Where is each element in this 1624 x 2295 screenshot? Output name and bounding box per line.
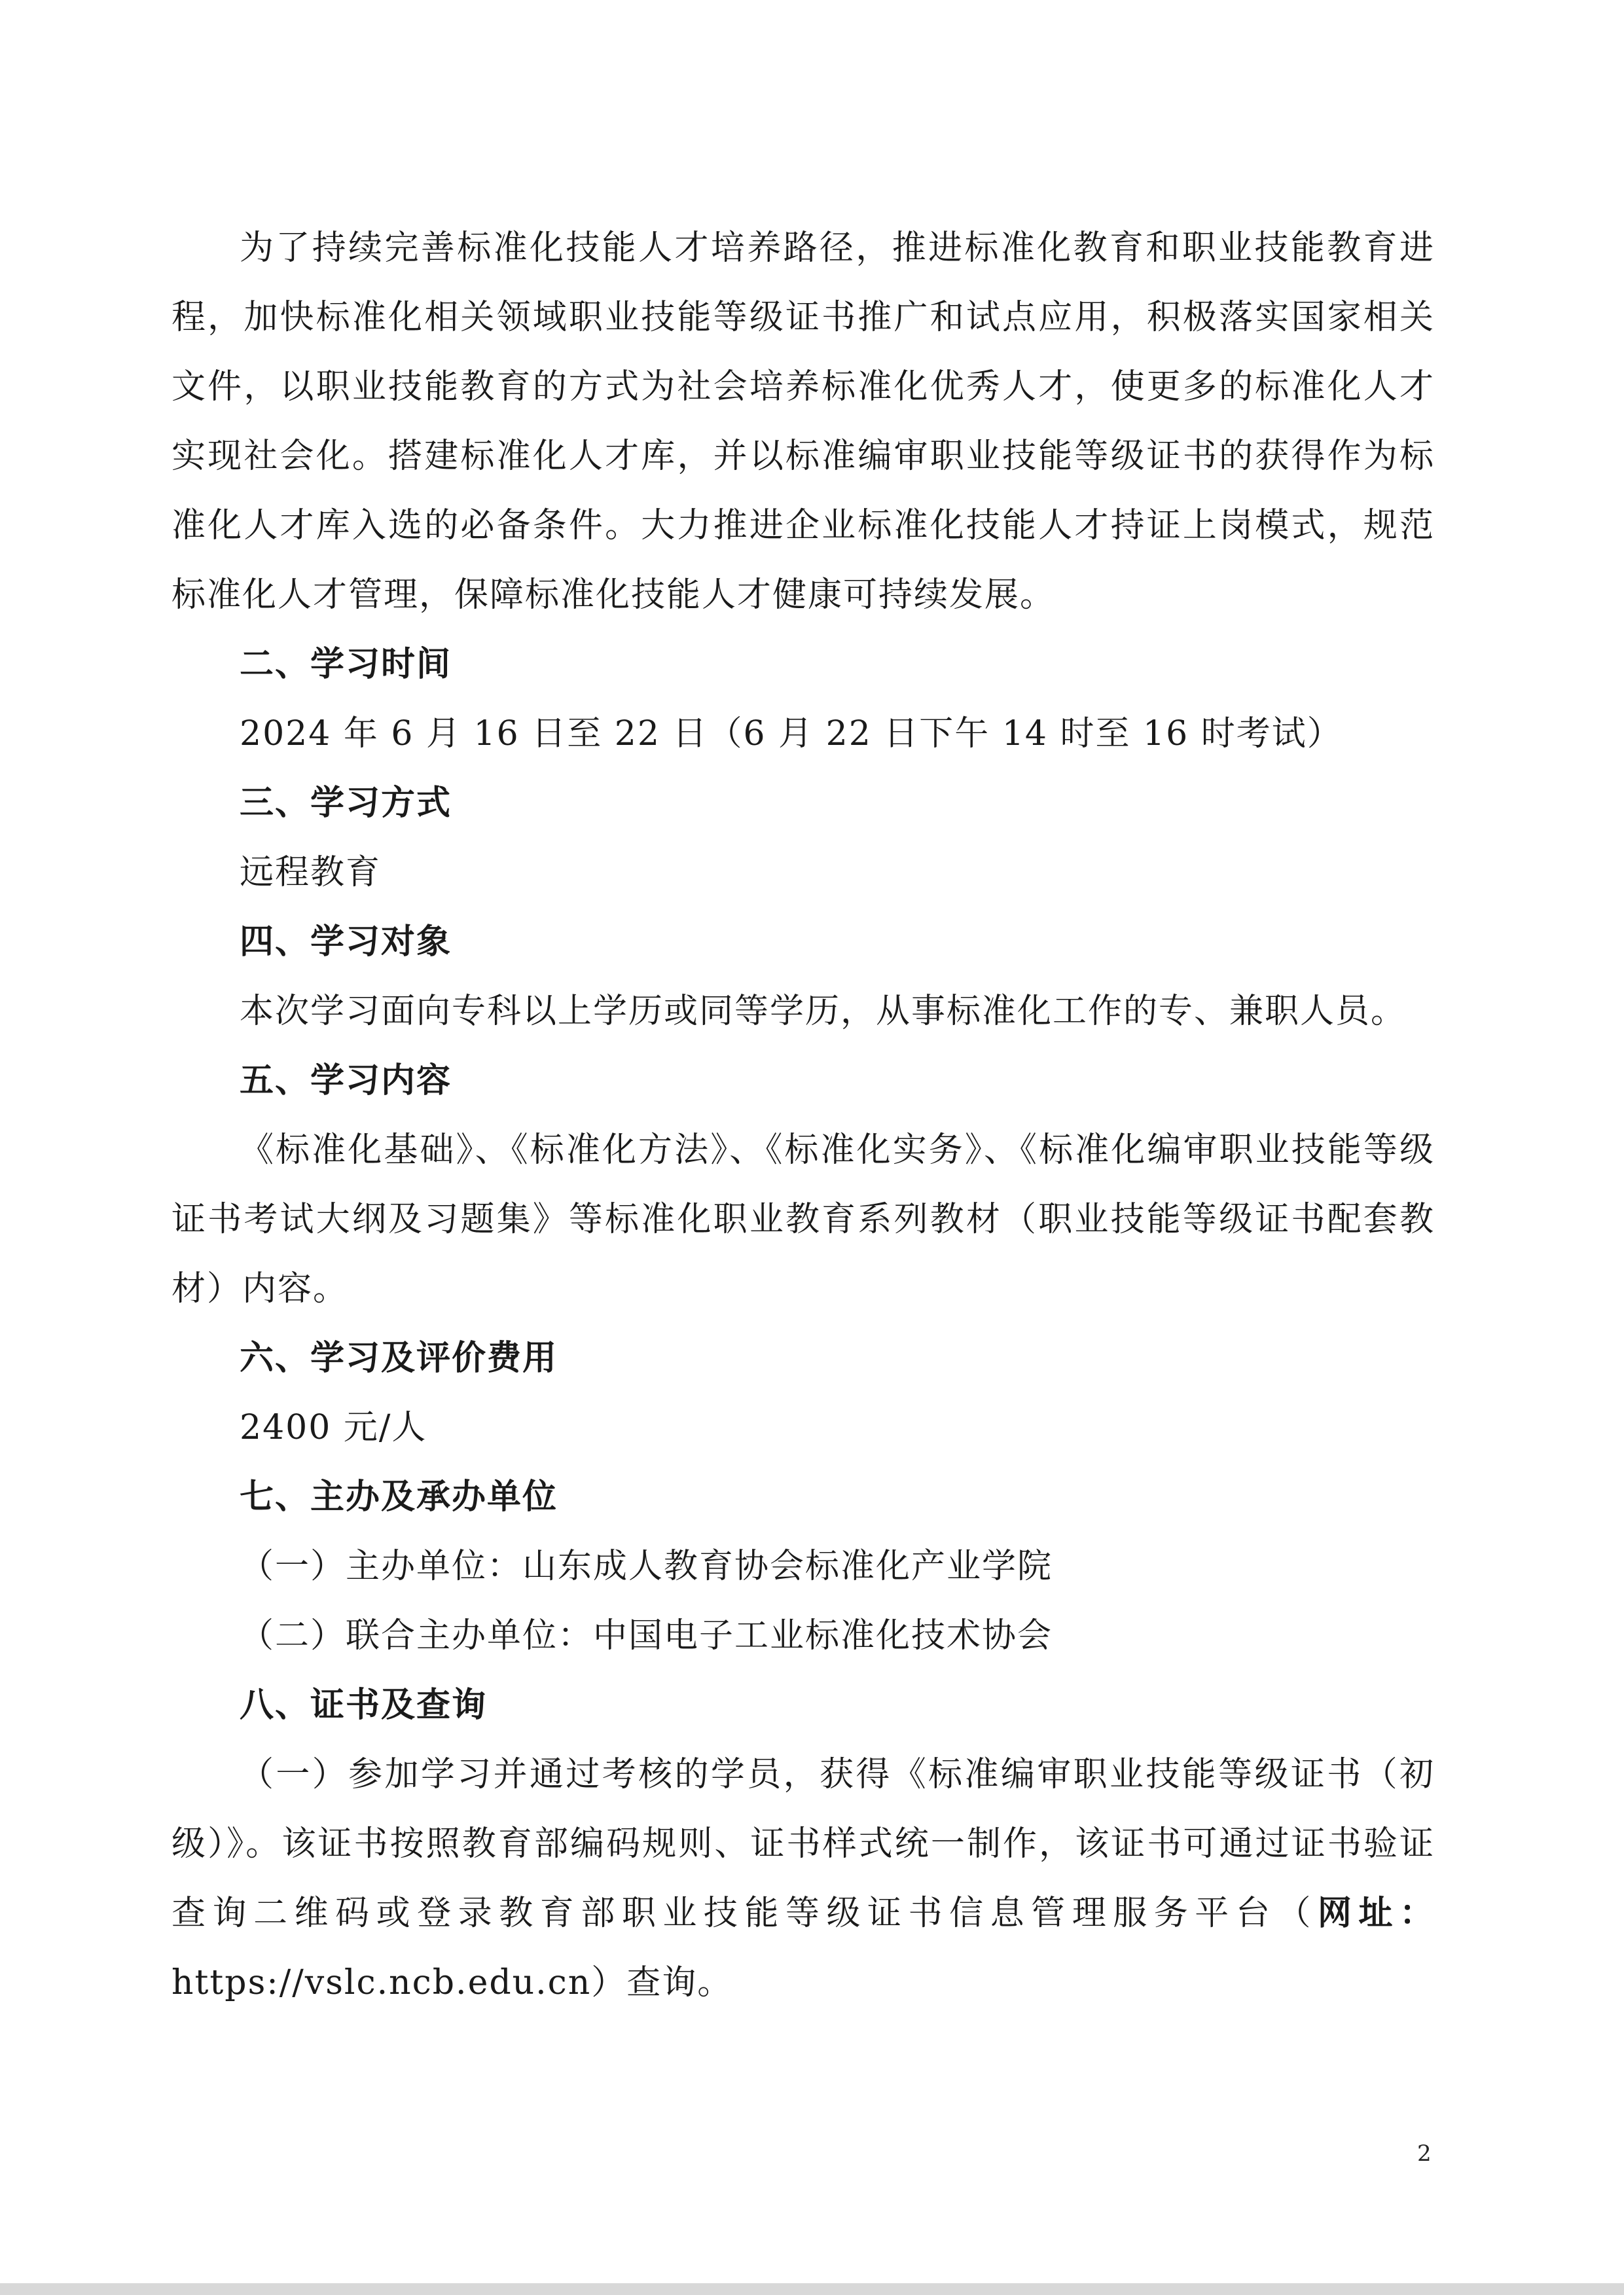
section-heading-organizers: 七、主办及承办单位	[240, 1477, 558, 1517]
section-heading-content: 五、学习内容	[240, 1061, 452, 1100]
section-body-time: 2024 年 6 月 16 日至 22 日（6 月 22 日下午 14 时至 16 时考试）	[240, 714, 1343, 753]
section-heading-fee: 六、学习及评价费用	[240, 1339, 558, 1378]
intro-paragraph: 为了持续完善标准化技能人才培养路径，推进标准化教育和职业技能教育进程，加快标准化相关领域职业技能等级证书推广和试点应用，积极落实国家相关文件，以职业技能教育的方式为社会培养标准化优秀人才，使更多的标准化人才实现社会化。搭建标准化人才库，并以标准编审职业技能等级证书的获得作为标准化人才库入选的必备条件。大力推进企业标准化技能人才持证上岗模式，规范标准化人才管理，保障标准化技能人才健康可持续发展。	[171, 228, 1435, 615]
section-heading-certificate: 八、证书及查询	[240, 1686, 488, 1725]
certificate-url: https://vslc.ncb.edu.cn	[171, 1963, 592, 2002]
section-heading-time: 二、学习时间	[240, 645, 452, 684]
section-body-fee: 2400 元/人	[240, 1408, 427, 1447]
organizer-item-1: （一）主办单位：山东成人教育协会标准化产业学院	[240, 1547, 1053, 1586]
certificate-text-before: （一）参加学习并通过考核的学员，获得《标准编审职业技能等级证书（初级）》。该证书按照教育部编码规则、证书样式统一制作，该证书可通过证书验证查询二维码或登录教育部职业技能等级证书信息管理服务平台（	[171, 1755, 1435, 1933]
section-body-content: 《标准化基础》、《标准化方法》、《标准化实务》、《标准化编审职业技能等级证书考试大纲及习题集》等标准化职业教育系列教材（职业技能等级证书配套教材）内容。	[171, 1130, 1435, 1309]
section-heading-method: 三、学习方式	[240, 784, 452, 823]
certificate-text-after: ）查询。	[591, 1963, 733, 2002]
section-body-method: 远程教育	[240, 853, 382, 892]
section-heading-audience: 四、学习对象	[240, 922, 452, 962]
document-body	[171, 213, 1435, 2017]
page-number: 2	[1417, 2141, 1432, 2167]
section-body-certificate	[171, 1740, 1435, 2017]
section-body-audience: 本次学习面向专科以上学历或同等学历，从事标准化工作的专、兼职人员。	[240, 992, 1407, 1031]
organizer-item-2: （二）联合主办单位：中国电子工业标准化技术协会	[240, 1616, 1053, 1655]
scan-bottom-edge	[0, 2283, 1624, 2295]
certificate-url-label: 网址：	[1317, 1894, 1435, 1933]
